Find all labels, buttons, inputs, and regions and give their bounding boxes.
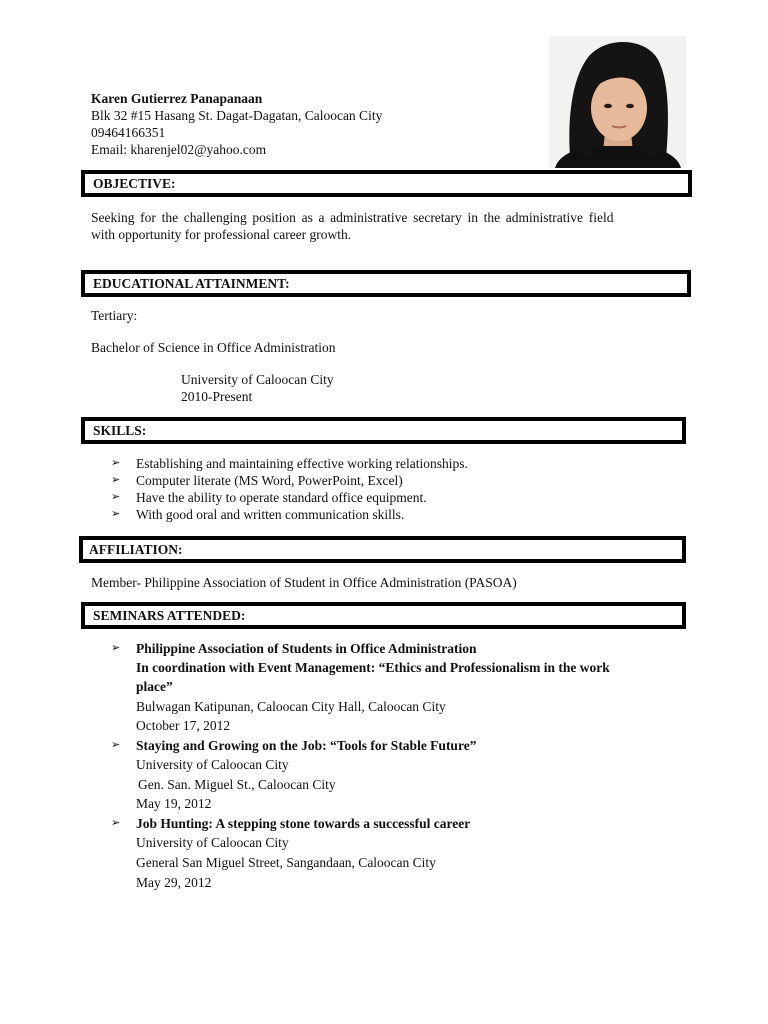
seminar-venue: Bulwagan Katipunan, Caloocan City Hall, Caloocan City [136, 699, 446, 714]
bullet-arrow-icon: ➢ [111, 739, 121, 751]
profile-photo-image [549, 36, 686, 168]
skill-text: With good oral and written communication skills. [136, 507, 405, 522]
bullet-arrow-icon: ➢ [111, 508, 121, 520]
seminar-date: October 17, 2012 [136, 718, 231, 733]
objective-text-line1: Seeking for the challenging position as a administrative secretary in the administrative field [91, 210, 614, 225]
seminar-date: May 29, 2012 [136, 875, 212, 890]
skills-heading: SKILLS: [93, 423, 147, 438]
seminar-venue: University of Caloocan City [136, 757, 289, 772]
applicant-name: Karen Gutierrez Panapanaan [91, 91, 263, 106]
education-level: Tertiary: [91, 308, 138, 323]
skill-text: Establishing and maintaining effective working relationships. [136, 456, 468, 471]
education-school: University of Caloocan City [181, 372, 334, 387]
seminar-title: Staying and Growing on the Job: “Tools for Stable Future” [136, 738, 477, 753]
seminar-venue-address: Gen. San. Miguel St., Caloocan City [138, 777, 336, 792]
objective-heading: OBJECTIVE: [93, 176, 176, 191]
seminars-heading-box [81, 602, 686, 629]
applicant-address: Blk 32 #15 Hasang St. Dagat-Dagatan, Caloocan City [91, 108, 383, 123]
profile-photo [549, 36, 686, 168]
seminar-title: Philippine Association of Students in Office Administration [136, 641, 477, 656]
objective-heading-box [81, 170, 692, 197]
applicant-phone: 09464166351 [91, 125, 166, 140]
skill-text: Have the ability to operate standard office equipment. [136, 490, 427, 505]
seminar-title: Job Hunting: A stepping stone towards a successful career [136, 816, 471, 831]
seminars-heading: SEMINARS ATTENDED: [93, 608, 246, 623]
bullet-arrow-icon: ➢ [111, 491, 121, 503]
applicant-email: Email: kharenjel02@yahoo.com [91, 142, 267, 157]
affiliation-text: Member- Philippine Association of Student in Office Administration (PASOA) [91, 575, 517, 590]
bullet-arrow-icon: ➢ [111, 817, 121, 829]
affiliation-heading: AFFILIATION: [89, 542, 183, 557]
education-years: 2010-Present [181, 389, 253, 404]
bullet-arrow-icon: ➢ [111, 474, 121, 486]
seminar-subtitle-cont: place” [136, 679, 173, 694]
skills-heading-box [81, 417, 686, 444]
seminar-venue-address: General San Miguel Street, Sangandaan, Caloocan City [136, 855, 436, 870]
objective-text-line2: with opportunity for professional career growth. [91, 227, 352, 242]
seminar-subtitle: In coordination with Event Management: “Ethics and Professionalism in the work [136, 660, 610, 675]
affiliation-heading-box [79, 536, 686, 563]
seminar-venue: University of Caloocan City [136, 835, 289, 850]
education-heading: EDUCATIONAL ATTAINMENT: [93, 276, 290, 291]
education-heading-box [81, 270, 691, 297]
education-degree: Bachelor of Science in Office Administration [91, 340, 336, 355]
skill-text: Computer literate (MS Word, PowerPoint, Excel) [136, 473, 403, 488]
seminar-date: May 19, 2012 [136, 796, 212, 811]
bullet-arrow-icon: ➢ [111, 642, 121, 654]
bullet-arrow-icon: ➢ [111, 457, 121, 469]
